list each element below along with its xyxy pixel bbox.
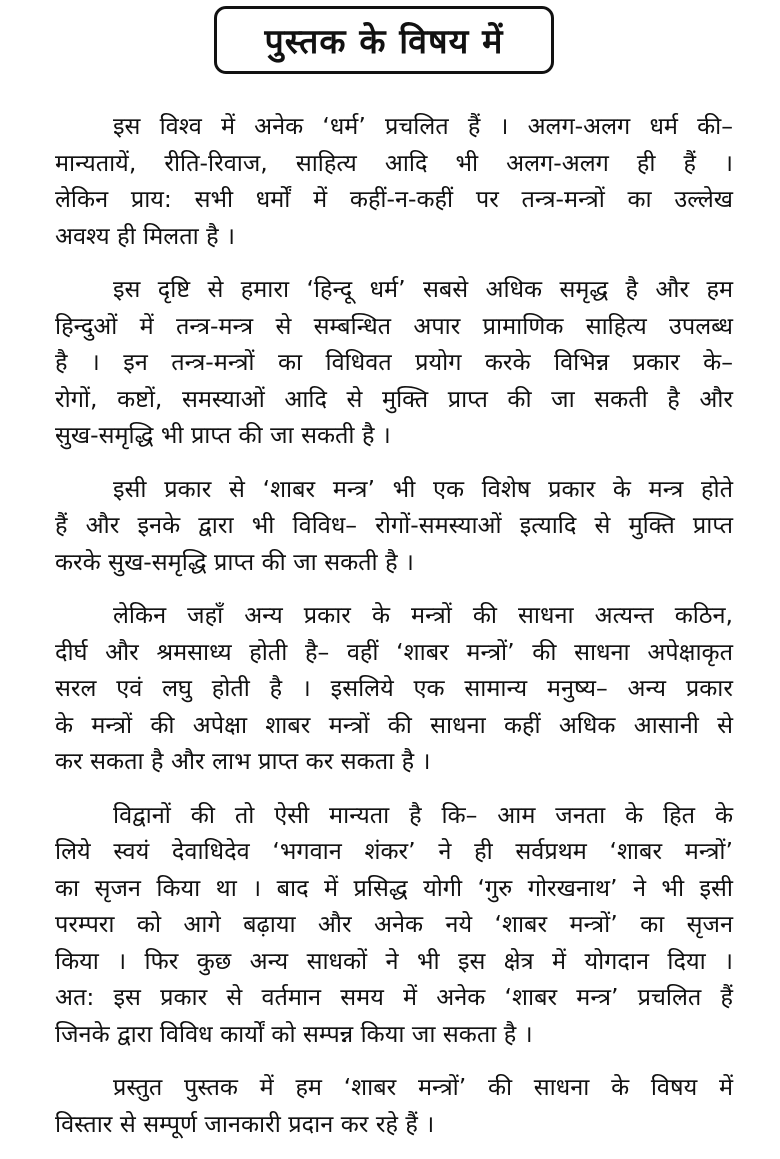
document-body: [55, 108, 733, 1159]
text-line: किया । फिर कुछ अन्य साधकों ने भी इस क्षेत्र में योगदान दिया ।: [55, 946, 733, 975]
text-line: इस दृष्टि से हमारा ‘हिन्दू धर्म’ सबसे अधिक समृद्ध है और हम: [113, 275, 733, 303]
text-line: सरल एवं लघु होती है । इसलिये एक सामान्य मनुष्य– अन्य प्रकार: [55, 674, 733, 702]
text-line: इसी प्रकार से ‘शाबर मन्त्र’ भी एक विशेष प्रकार के मन्त्र होते: [113, 474, 733, 503]
text-line: मान्यतायें, रीति-रिवाज, साहित्य आदि भी अलग-अलग ही हैं ।: [55, 148, 733, 177]
text-line: के मन्त्रों की अपेक्षा शाबर मन्त्रों की साधना कहीं अधिक आसानी से: [55, 710, 733, 739]
text-line: हैं और इनके द्वारा भी विविध– रोगों-समस्याओं इत्यादि से मुक्ति प्राप्त: [55, 511, 733, 539]
paragraph-4: [55, 597, 733, 780]
paragraph-6: [55, 1069, 733, 1142]
text-line: अवश्य ही मिलता है ।: [55, 221, 236, 250]
text-line: प्रस्तुत पुस्तक में हम ‘शाबर मन्त्रों’ की साधना के विषय में: [113, 1073, 733, 1101]
paragraph-1: [55, 108, 733, 254]
text-line: लिये स्वयं देवाधिदेव ‘भगवान शंकर’ ने ही सर्वप्रथम ‘शाबर मन्त्रों’: [55, 837, 733, 865]
text-line: रोगों, कष्टों, समस्याओं आदि से मुक्ति प्राप्त की जा सकती है और: [55, 384, 733, 413]
paragraph-2: [55, 271, 733, 454]
text-line: जिनके द्वारा विविध कार्यों को सम्पन्न किया जा सकता है ।: [55, 1019, 533, 1048]
text-line: अत: इस प्रकार से वर्तमान समय में अनेक ‘शाबर मन्त्र’ प्रचलित हैं: [55, 983, 733, 1011]
page-title: पुस्तक के विषय में: [264, 22, 504, 62]
text-line: विस्तार से सम्पूर्ण जानकारी प्रदान कर रहे हैं ।: [55, 1109, 435, 1138]
text-line: सुख-समृद्धि भी प्राप्त की जा सकती है ।: [55, 421, 391, 449]
text-line: लेकिन प्राय: सभी धर्मों में कहीं-न-कहीं पर तन्त्र-मन्त्रों का उल्लेख: [55, 185, 733, 213]
text-line: कर सकता है और लाभ प्राप्त कर सकता है ।: [55, 747, 431, 775]
text-line: है । इन तन्त्र-मन्त्रों का विधिवत प्रयोग करके विभिन्न प्रकार के–: [55, 348, 733, 376]
text-line: हिन्दुओं में तन्त्र-मन्त्र से सम्बन्धित अपार प्रामाणिक साहित्य उपलब्ध: [55, 311, 733, 340]
paragraph-5: [55, 797, 733, 1053]
text-line: करके सुख-समृद्धि प्राप्त की जा सकती है ।: [55, 547, 414, 576]
text-line: इस विश्व में अनेक ‘धर्म’ प्रचलित हैं । अलग-अलग धर्म की–: [113, 112, 733, 140]
text-line: का सृजन किया था । बाद में प्रसिद्ध योगी ‘गुरु गोरखनाथ’ ने भी इसी: [55, 873, 733, 902]
text-line: लेकिन जहाँ अन्य प्रकार के मन्त्रों की साधना अत्यन्त कठिन,: [113, 601, 733, 629]
text-line: विद्वानों की तो ऐसी मान्यता है कि– आम जनता के हित के: [113, 800, 733, 829]
text-line: परम्परा को आगे बढ़ाया और अनेक नये ‘शाबर मन्त्रों’ का सृजन: [55, 910, 733, 938]
text-line: दीर्घ और श्रमसाध्य होती है– वहीं ‘शाबर मन्त्रों’ की साधना अपेक्षाकृत: [55, 637, 733, 666]
title-box: [214, 6, 554, 74]
paragraph-3: [55, 471, 733, 581]
